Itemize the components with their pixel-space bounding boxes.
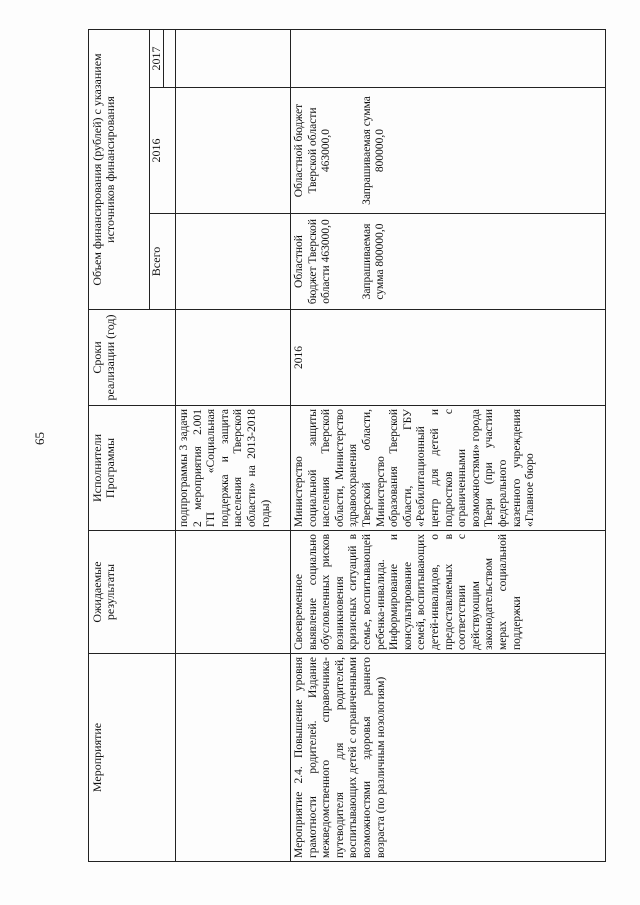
row2-2016-requested: Запрашиваемая сумма 800000,0 — [360, 96, 387, 205]
page-number: 65 — [32, 432, 47, 445]
funding-table — [88, 29, 606, 862]
header-terms: Сроки реализации (год) — [89, 310, 176, 406]
row2-executors: Министерство социальной защиты населения Тверской области, Министерство здравоохранения Тверской области, Министерство образования Тверской области, ГБУ «Реабилитационный центр для детей и подростков с ограниченными возможностями» города Твери (при участии федерального казенного учреждения «Главное бюро — [291, 406, 606, 531]
row2-event: Мероприятие 2.4. Повышение уровня грамотности родителей. Издание межведомственного справочника-путеводителя для родителей, воспитывающих детей с ограниченными возможностями здоровья раннего возраста (по различным нозологиям) — [291, 654, 606, 862]
rotated-table-sheet — [88, 30, 606, 862]
row2-total-regional: Областной бюджет Тверской области 463000,0 — [293, 218, 333, 305]
row2-results: Своевременное выявление социально обусловленных рисков возникновения кризисных ситуаций в семье, воспитывающей ребенка-инвалида. Информирование и консультирование семей, воспитывающих детей-инвалидов, о предоставляемых в соответствии с действующим законодательством мерах социальной поддержки — [291, 531, 606, 654]
header-results: Ожидаемые результаты — [89, 531, 176, 654]
table-row-continuation — [176, 30, 291, 862]
row2-total — [291, 214, 606, 310]
row1-event — [176, 654, 291, 862]
row1-2017 — [176, 30, 291, 88]
row2-2016 — [291, 88, 606, 214]
row1-executors: подпрограммы 3 задачи 2 мероприятия 2.001 ГП «Социальная поддержка и защита населения Тверской области» на 2013-2018 годы) — [176, 406, 291, 531]
header-funding: Объем финансирования (рублей) с указанием источников финансирования — [89, 30, 150, 310]
header-total: Всего — [150, 214, 176, 310]
header-executors: Исполнители Программы — [89, 406, 176, 531]
row1-terms — [176, 310, 291, 406]
row2-2017 — [291, 30, 606, 88]
header-row-main — [89, 30, 150, 862]
row1-2016 — [176, 88, 291, 214]
header-event: Мероприятие — [89, 654, 176, 862]
row2-2016-regional: Областной бюджет Тверской области 463000,0 — [293, 103, 333, 198]
header-2016: 2016 — [150, 88, 176, 214]
header-2017: 2017 — [150, 30, 164, 88]
header-2017-sub — [164, 30, 176, 88]
row1-total — [176, 214, 291, 310]
row1-results — [176, 531, 291, 654]
row2-terms: 2016 — [291, 310, 606, 406]
table-row-event-2-4 — [291, 30, 606, 862]
row2-total-requested: Запрашиваемая сумма 800000,0 — [360, 223, 387, 300]
